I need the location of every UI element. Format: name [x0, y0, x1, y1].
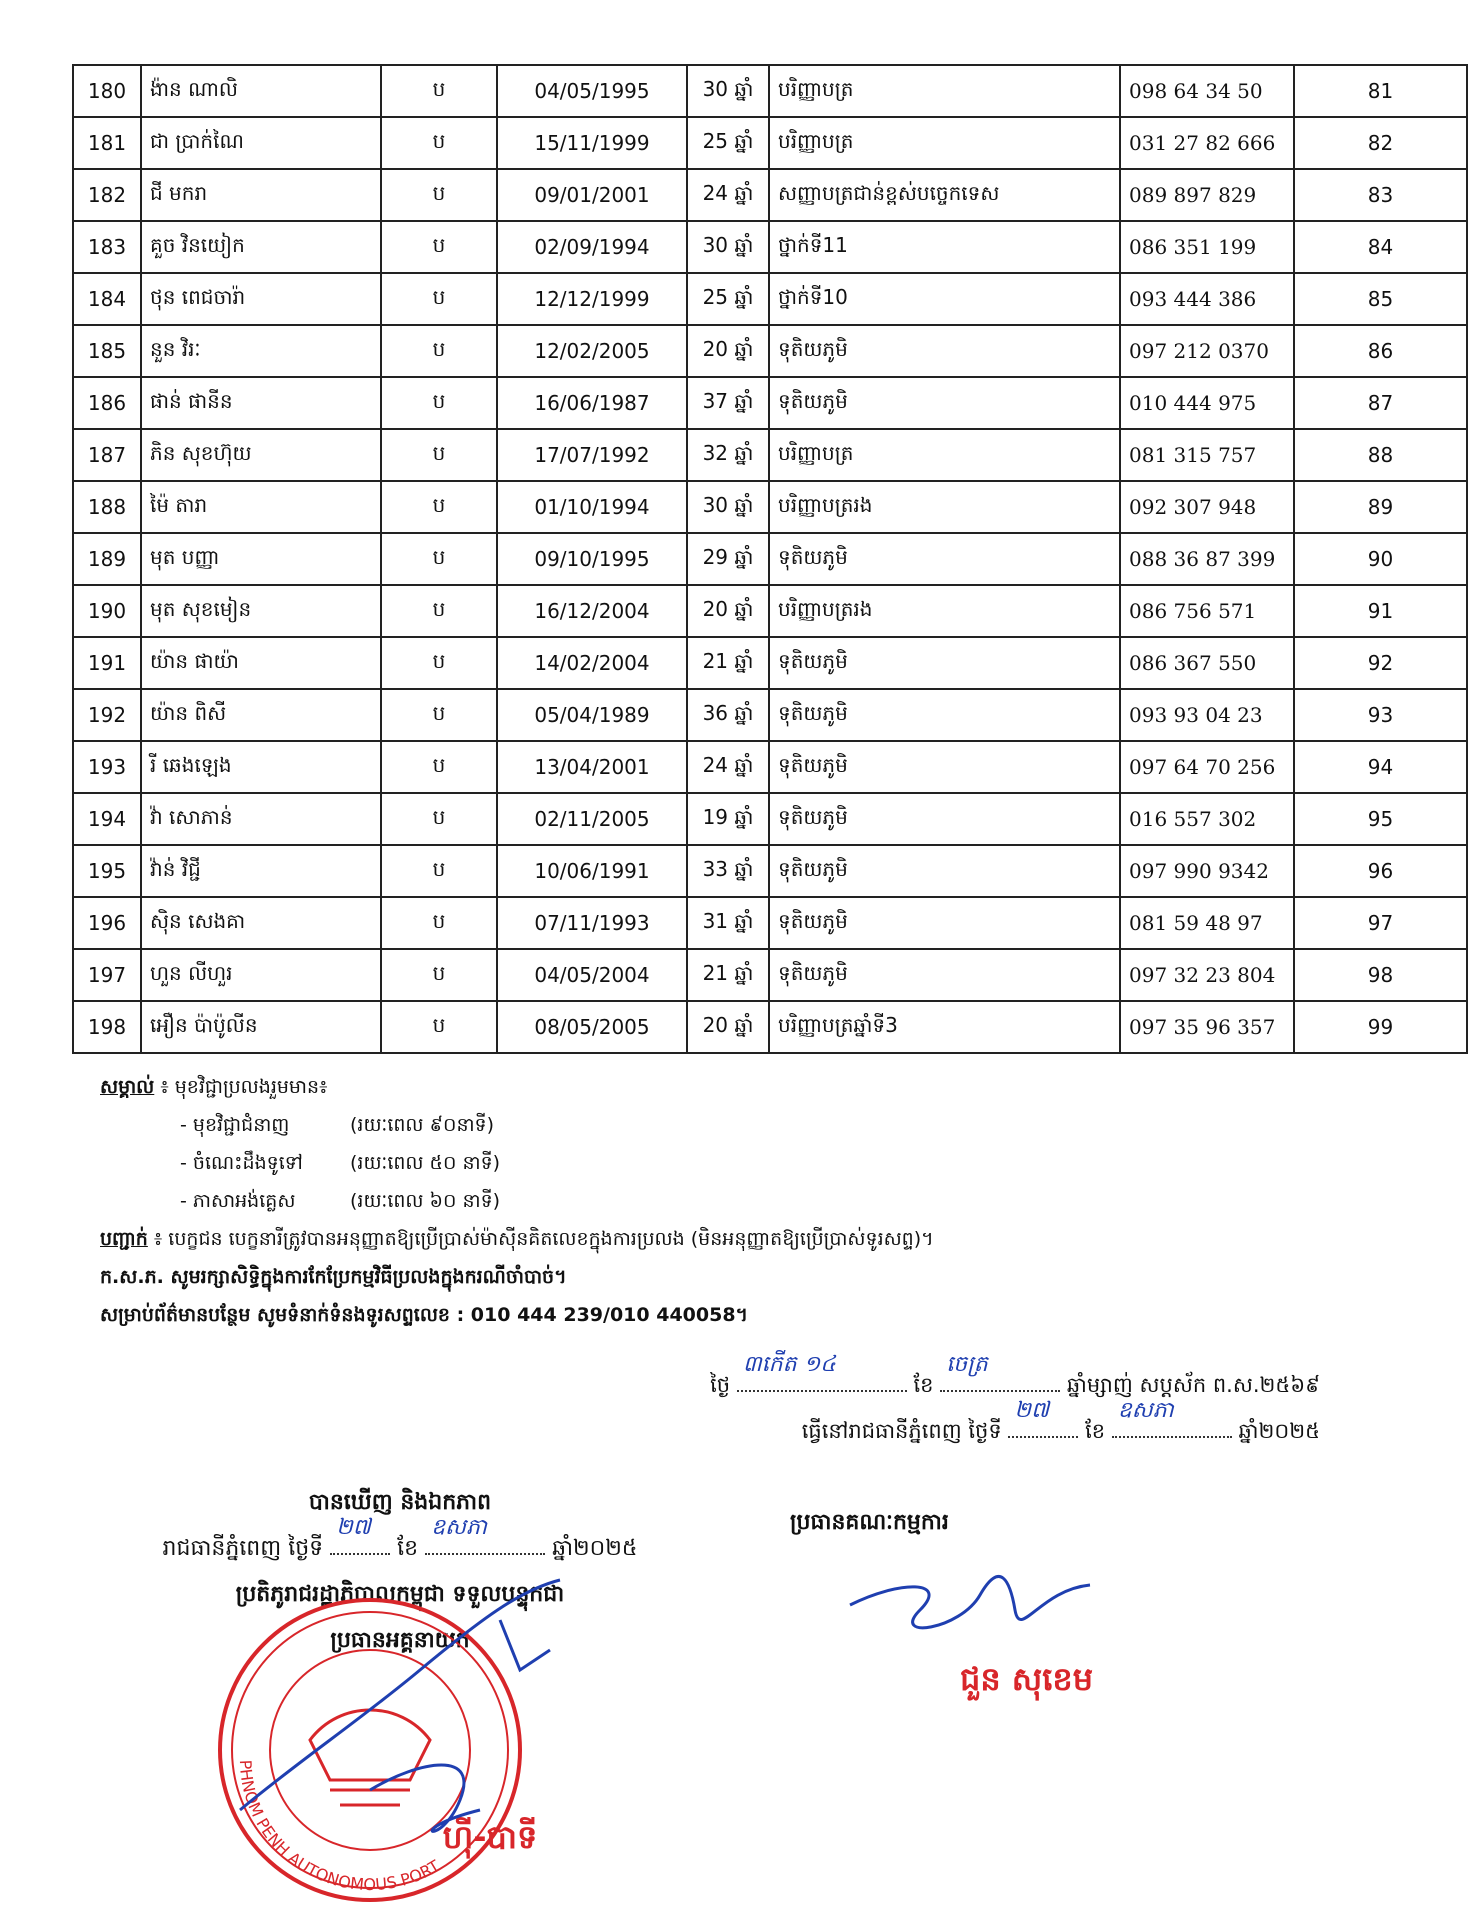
candidate-name: ស៊ិន សេងគា — [141, 897, 381, 949]
education-level: ទុតិយភូមិ — [769, 741, 1120, 793]
phone-number: 092 307 948 — [1120, 481, 1294, 533]
approval-month-field — [425, 1515, 545, 1555]
candidate-name: នួន វិរៈ — [141, 325, 381, 377]
date-of-birth: 15/11/1999 — [497, 117, 687, 169]
table-row — [73, 377, 1467, 429]
candidate-age: 21 ឆ្នាំ — [687, 637, 769, 689]
sequence-number: 91 — [1294, 585, 1467, 637]
approval-place: រាជធានីភ្នំពេញ ថ្ងៃទី — [162, 1536, 324, 1561]
solar-day-handwritten: ២៧ — [1014, 1398, 1050, 1423]
table-row — [73, 897, 1467, 949]
date-of-birth: 14/02/2004 — [497, 637, 687, 689]
education-level: បរិញ្ញាបត្រ — [769, 65, 1120, 117]
note-label: សម្គាល់ — [100, 1076, 155, 1098]
education-level: ថ្នាក់ទី11 — [769, 221, 1120, 273]
date-of-birth: 09/01/2001 — [497, 169, 687, 221]
approval-seen: បានឃើញ និងឯកភាព — [308, 1490, 492, 1515]
phone-number: 081 59 48 97 — [1120, 897, 1294, 949]
note-duration: (រយៈពេល ៥០ នាទី) — [350, 1152, 501, 1174]
candidate-age: 20 ឆ្នាំ — [687, 1001, 769, 1053]
row-number: 183 — [73, 221, 141, 273]
phone-number: 086 756 571 — [1120, 585, 1294, 637]
candidate-age: 33 ឆ្នាំ — [687, 845, 769, 897]
phone-number: 010 444 975 — [1120, 377, 1294, 429]
education-level: ទុតិយភូមិ — [769, 949, 1120, 1001]
phone-number: 097 35 96 357 — [1120, 1001, 1294, 1053]
candidate-name: វ៉ា សោភាន់ — [141, 793, 381, 845]
table-row — [73, 585, 1467, 637]
candidate-age: 29 ឆ្នាំ — [687, 533, 769, 585]
candidate-age: 25 ឆ្នាំ — [687, 273, 769, 325]
solar-year: ឆ្នាំ២០២៥ — [1238, 1419, 1320, 1443]
date-of-birth: 12/02/2005 — [497, 325, 687, 377]
candidate-sex: ប — [381, 377, 497, 429]
row-number: 186 — [73, 377, 141, 429]
solar-prefix: ធ្វើនៅរាជធានីភ្នំពេញ ថ្ងៃទី — [801, 1419, 1002, 1443]
education-level: បរិញ្ញាបត្ររង — [769, 481, 1120, 533]
phone-number: 089 897 829 — [1120, 169, 1294, 221]
date-of-birth: 07/11/1993 — [497, 897, 687, 949]
solar-day-field — [1008, 1398, 1078, 1438]
date-of-birth: 04/05/1995 — [497, 65, 687, 117]
sequence-number: 82 — [1294, 117, 1467, 169]
candidate-age: 36 ឆ្នាំ — [687, 689, 769, 741]
approval-day-handwritten: ២៧ — [336, 1515, 371, 1540]
row-number: 188 — [73, 481, 141, 533]
date-of-birth: 01/10/1994 — [497, 481, 687, 533]
note-duration: (រយៈពេល ៦០ នាទី) — [350, 1190, 501, 1212]
warning-text: ៖ បេក្ខជន បេក្ខនារីត្រូវបានអនុញ្ញាតឱ្យប្រើប្រាស់ម៉ាស៊ីនគិតលេខក្នុងការប្រលង (មិនអនុញ្ញាតឱ្យប្រើប្រាស់ទូរសព្ទ)។ — [147, 1228, 934, 1250]
candidate-sex: ប — [381, 897, 497, 949]
approval-month-handwritten: ឧសភា — [431, 1515, 487, 1540]
row-number: 189 — [73, 533, 141, 585]
date-of-birth: 02/11/2005 — [497, 793, 687, 845]
row-number: 193 — [73, 741, 141, 793]
row-number: 182 — [73, 169, 141, 221]
phone-number: 097 212 0370 — [1120, 325, 1294, 377]
row-number: 185 — [73, 325, 141, 377]
row-number: 194 — [73, 793, 141, 845]
note-duration: (រយៈពេល ៩០នាទី) — [350, 1114, 495, 1136]
education-level: បរិញ្ញាបត្រឆ្នាំទី3 — [769, 1001, 1120, 1053]
table-row — [73, 845, 1467, 897]
lunar-year: ឆ្នាំម្សាញ់ សប្តស័ក ព.ស.២៥៦៩ — [1066, 1373, 1320, 1397]
candidate-name: គួច វិនយៀក — [141, 221, 381, 273]
candidate-name: យ៉ាន ផាយ៉ា — [141, 637, 381, 689]
table-row — [73, 65, 1467, 117]
table-row — [73, 117, 1467, 169]
sequence-number: 96 — [1294, 845, 1467, 897]
education-level: ទុតិយភូមិ — [769, 377, 1120, 429]
approval-month-label: ខែ — [397, 1536, 419, 1561]
candidate-age: 30 ឆ្នាំ — [687, 481, 769, 533]
candidate-sex: ប — [381, 1001, 497, 1053]
committee-signer-name: ជួន សុខេម — [960, 1660, 1094, 1698]
table-row — [73, 741, 1467, 793]
note-subject: - មុខវិជ្ជាជំនាញ — [180, 1114, 290, 1136]
table-row — [73, 533, 1467, 585]
candidate-name: អឿន ប៉ាប៉ូលីន — [141, 1001, 381, 1053]
sequence-number: 81 — [1294, 65, 1467, 117]
candidate-sex: ប — [381, 533, 497, 585]
phone-number: 093 93 04 23 — [1120, 689, 1294, 741]
row-number: 181 — [73, 117, 141, 169]
candidate-age: 32 ឆ្នាំ — [687, 429, 769, 481]
row-number: 195 — [73, 845, 141, 897]
solar-month-handwritten: ឧសភា — [1117, 1398, 1174, 1423]
candidate-sex: ប — [381, 949, 497, 1001]
sequence-number: 97 — [1294, 897, 1467, 949]
lunar-day-field — [737, 1352, 907, 1392]
sequence-number: 95 — [1294, 793, 1467, 845]
table-row — [73, 689, 1467, 741]
candidate-name: ភិន សុខហ៊ុយ — [141, 429, 381, 481]
warning-line — [100, 1220, 1320, 1258]
note-intro-line — [100, 1068, 1320, 1106]
sequence-number: 86 — [1294, 325, 1467, 377]
note-subject: - ភាសាអង់គ្លេស — [180, 1190, 296, 1212]
lunar-month-handwritten: ចេត្រ — [946, 1352, 988, 1377]
candidate-name: មុត សុខមៀន — [141, 585, 381, 637]
date-of-birth: 17/07/1992 — [497, 429, 687, 481]
sequence-number: 94 — [1294, 741, 1467, 793]
row-number: 192 — [73, 689, 141, 741]
candidate-sex: ប — [381, 689, 497, 741]
candidate-sex: ប — [381, 585, 497, 637]
phone-number: 098 64 34 50 — [1120, 65, 1294, 117]
education-level: ទុតិយភូមិ — [769, 845, 1120, 897]
candidate-name: យ៉ាន ពិសី — [141, 689, 381, 741]
lunar-date-line — [520, 1352, 1320, 1408]
lunar-day-handwritten: ៣កើត ១៤ — [742, 1352, 836, 1377]
table-row — [73, 221, 1467, 273]
date-of-birth: 13/04/2001 — [497, 741, 687, 793]
approval-org-line: ប្រតិភូរាជរដ្ឋាភិបាលកម្ពុជា ទទួលបន្ទុកជា — [235, 1582, 565, 1607]
date-of-birth: 12/12/1999 — [497, 273, 687, 325]
phone-number: 097 32 23 804 — [1120, 949, 1294, 1001]
date-of-birth: 16/12/2004 — [497, 585, 687, 637]
candidate-age: 21 ឆ្នាំ — [687, 949, 769, 1001]
phone-number: 086 351 199 — [1120, 221, 1294, 273]
table-row — [73, 169, 1467, 221]
sequence-number: 99 — [1294, 1001, 1467, 1053]
table-row — [73, 273, 1467, 325]
date-of-birth: 09/10/1995 — [497, 533, 687, 585]
candidate-sex: ប — [381, 117, 497, 169]
candidate-sex: ប — [381, 793, 497, 845]
candidate-sex: ប — [381, 169, 497, 221]
candidate-name: ថុន ពេជចារ៉ា — [141, 273, 381, 325]
candidate-age: 30 ឆ្នាំ — [687, 221, 769, 273]
education-level: ទុតិយភូមិ — [769, 637, 1120, 689]
table-row — [73, 325, 1467, 377]
candidate-age: 20 ឆ្នាំ — [687, 325, 769, 377]
director-signature — [220, 1560, 600, 1840]
date-block — [520, 1352, 1320, 1454]
education-level: ទុតិយភូមិ — [769, 897, 1120, 949]
candidate-age: 20 ឆ្នាំ — [687, 585, 769, 637]
lunar-prefix: ថ្ងៃ — [710, 1373, 731, 1397]
row-number: 184 — [73, 273, 141, 325]
table-row — [73, 481, 1467, 533]
candidate-sex: ប — [381, 65, 497, 117]
phone-number: 097 990 9342 — [1120, 845, 1294, 897]
phone-number: 088 36 87 399 — [1120, 533, 1294, 585]
row-number: 190 — [73, 585, 141, 637]
candidate-name: មុត បញ្ញា — [141, 533, 381, 585]
candidate-name: ង៉ាន ណាលិ — [141, 65, 381, 117]
sequence-number: 90 — [1294, 533, 1467, 585]
candidate-age: 30 ឆ្នាំ — [687, 65, 769, 117]
candidate-sex: ប — [381, 741, 497, 793]
phone-number: 093 444 386 — [1120, 273, 1294, 325]
approval-signer-name: ហ៊ី-បាទី — [442, 1818, 538, 1856]
education-level: បរិញ្ញាបត្ររង — [769, 585, 1120, 637]
phone-number: 031 27 82 666 — [1120, 117, 1294, 169]
sequence-number: 89 — [1294, 481, 1467, 533]
row-number: 197 — [73, 949, 141, 1001]
candidate-name: វ៉ាន់ វិជ្ជី — [141, 845, 381, 897]
date-of-birth: 10/06/1991 — [497, 845, 687, 897]
approval-title: ប្រធានអគ្គនាយក — [330, 1628, 470, 1653]
committee-signature — [840, 1550, 1100, 1640]
education-level: បរិញ្ញាបត្រ — [769, 429, 1120, 481]
candidate-sex: ប — [381, 637, 497, 689]
notes-section — [100, 1068, 1320, 1334]
candidate-age: 37 ឆ្នាំ — [687, 377, 769, 429]
education-level: បរិញ្ញាបត្រ — [769, 117, 1120, 169]
candidate-age: 24 ឆ្នាំ — [687, 741, 769, 793]
table-row — [73, 949, 1467, 1001]
candidate-name: ម៉ៃ តារា — [141, 481, 381, 533]
stamp-text: PHNOM PENH AUTONOMOUS PORT — [235, 1759, 443, 1895]
note-subject: - ចំណេះដឹងទូទៅ — [180, 1152, 303, 1174]
education-level: ទុតិយភូមិ — [769, 793, 1120, 845]
phone-number: 016 557 302 — [1120, 793, 1294, 845]
phone-number: 081 315 757 — [1120, 429, 1294, 481]
sequence-number: 88 — [1294, 429, 1467, 481]
note-intro: ៖ មុខវិជ្ជាប្រលងរួមមាន៖ — [154, 1076, 328, 1098]
candidate-name: ជា ប្រាក់ណៃ — [141, 117, 381, 169]
committee-title: ប្រធានគណៈកម្មការ — [790, 1510, 949, 1535]
candidate-age: 31 ឆ្នាំ — [687, 897, 769, 949]
solar-month-field — [1112, 1398, 1232, 1438]
row-number: 198 — [73, 1001, 141, 1053]
date-of-birth: 05/04/1989 — [497, 689, 687, 741]
approval-day-field — [330, 1515, 390, 1555]
candidate-age: 24 ឆ្នាំ — [687, 169, 769, 221]
table-row — [73, 793, 1467, 845]
date-of-birth: 16/06/1987 — [497, 377, 687, 429]
sequence-number: 87 — [1294, 377, 1467, 429]
sequence-number: 98 — [1294, 949, 1467, 1001]
candidate-sex: ប — [381, 273, 497, 325]
sequence-number: 93 — [1294, 689, 1467, 741]
candidate-age: 19 ឆ្នាំ — [687, 793, 769, 845]
date-of-birth: 08/05/2005 — [497, 1001, 687, 1053]
education-level: ទុតិយភូមិ — [769, 689, 1120, 741]
note-item — [100, 1144, 1320, 1182]
contact-line: សម្រាប់ព័ត៌មានបន្ថែម សូមទំនាក់ទំនងទូរសព្ទលេខ : 010 444 239/010 440058។ — [100, 1304, 749, 1326]
sequence-number: 92 — [1294, 637, 1467, 689]
phone-number: 086 367 550 — [1120, 637, 1294, 689]
candidate-sex: ប — [381, 325, 497, 377]
row-number: 191 — [73, 637, 141, 689]
warning-label: បញ្ជាក់ — [100, 1228, 148, 1250]
candidate-sex: ប — [381, 429, 497, 481]
row-number: 187 — [73, 429, 141, 481]
candidate-name: ផាន់ ផានីន — [141, 377, 381, 429]
date-of-birth: 02/09/1994 — [497, 221, 687, 273]
sequence-number: 85 — [1294, 273, 1467, 325]
table-row — [73, 637, 1467, 689]
candidate-table-body — [73, 65, 1467, 1053]
candidate-name: ជី មករា — [141, 169, 381, 221]
row-number: 196 — [73, 897, 141, 949]
candidate-sex: ប — [381, 845, 497, 897]
education-level: ទុតិយភូមិ — [769, 533, 1120, 585]
sequence-number: 83 — [1294, 169, 1467, 221]
solar-month-label: ខែ — [1085, 1419, 1106, 1443]
candidate-sex: ប — [381, 481, 497, 533]
sequence-number: 84 — [1294, 221, 1467, 273]
education-level: សញ្ញាបត្រជាន់ខ្ពស់បច្ចេកទេស — [769, 169, 1120, 221]
note-item — [100, 1182, 1320, 1220]
table-row — [73, 1001, 1467, 1053]
note-item — [100, 1106, 1320, 1144]
row-number: 180 — [73, 65, 141, 117]
approval-year: ឆ្នាំ២០២៥ — [552, 1536, 638, 1561]
lunar-month-label: ខែ — [913, 1373, 934, 1397]
education-level: ទុតិយភូមិ — [769, 325, 1120, 377]
education-level: ថ្នាក់ទី10 — [769, 273, 1120, 325]
solar-date-line — [520, 1398, 1320, 1454]
candidate-name: ហួន លីហួរ — [141, 949, 381, 1001]
candidate-table — [72, 64, 1468, 1054]
date-of-birth: 04/05/2004 — [497, 949, 687, 1001]
table-row — [73, 429, 1467, 481]
rights-line: ក.ស.ភ. សូមរក្សាសិទ្ធិក្នុងការកែប្រែកម្មវិធីប្រលងក្នុងករណីចាំបាច់។ — [100, 1266, 567, 1288]
phone-number: 097 64 70 256 — [1120, 741, 1294, 793]
candidate-name: រី ឆេងឡេង — [141, 741, 381, 793]
candidate-age: 25 ឆ្នាំ — [687, 117, 769, 169]
candidate-sex: ប — [381, 221, 497, 273]
